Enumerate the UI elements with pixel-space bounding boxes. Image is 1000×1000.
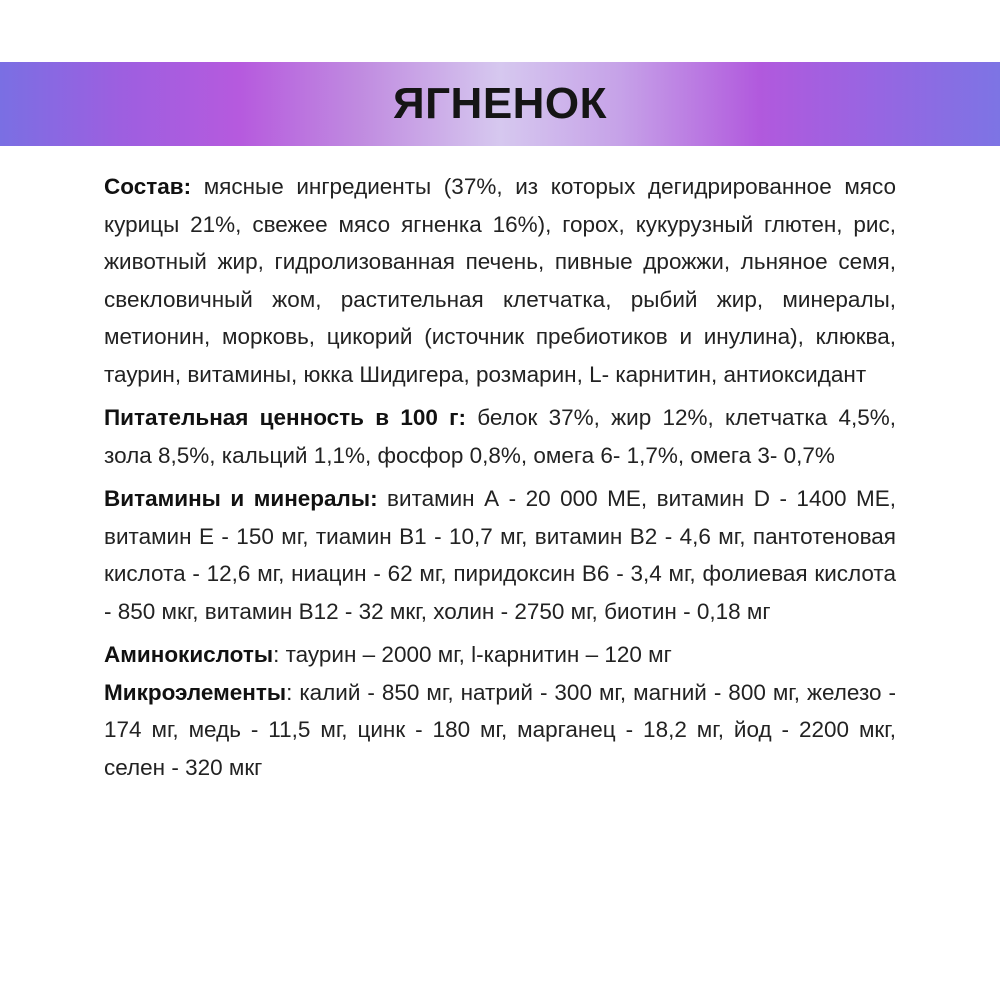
microelements-text: : калий - 850 мг, натрий - 300 мг, магний - 800 мг, железо - 174 мг, медь - 11,5 мг, цинк - 180 мг, марганец - 18,2 мг, йод - 2200 мкг, селен - 320 мкг	[104, 679, 896, 780]
amino-label: Аминокислоты	[104, 642, 274, 667]
nutrition-text: белок 37%, жир 12%, клетчатка 4,5%, зола 8,5%, кальций 1,1%, фосфор 0,8%, омега 6- 1,7%, омега 3- 0,7%	[104, 405, 896, 468]
nutrition-label: Питательная ценность в 100 г:	[104, 405, 466, 430]
vitamins-paragraph	[104, 480, 896, 630]
amino-paragraph	[104, 636, 896, 674]
microelements-paragraph	[104, 674, 896, 787]
amino-text: : таурин – 2000 мг, l-карнитин – 120 мг	[273, 642, 672, 667]
title-banner	[0, 62, 1000, 146]
composition-label: Состав:	[104, 174, 192, 199]
microelements-label: Микроэлементы	[104, 679, 287, 705]
vitamins-label: Витамины и минералы:	[104, 486, 378, 511]
vitamins-text: витамин А - 20 000 МЕ, витамин D - 1400 МЕ, витамин Е - 150 мг, тиамин В1 - 10,7 мг, витамин В2 - 4,6 мг, пантотеновая кислота - 12,6 мг, ниацин - 62 мг, пиридоксин В6 - 3,4 мг, фолиевая кислота - 850 мкг, витамин В12 - 32 мкг, холин - 2750 мг, биотин - 0,18 мг	[104, 486, 896, 624]
composition-text: мясные ингредиенты (37%, из которых дегидрированное мясо курицы 21%, свежее мясо ягненка 16%), горох, кукурузный глютен, рис, животный жир, гидролизованная печень, пивные дрожжи, льняное семя, свекловичный жом, растительная клетчатка, рыбий жир, минералы, метионин, морковь, цикорий (источник пребиотиков и инулина), клюква, таурин, витамины, юкка Шидигера, розмарин, L- карнитин, антиоксидант	[104, 174, 896, 387]
page-title: ЯГНЕНОК	[392, 79, 608, 128]
composition-paragraph	[104, 168, 896, 393]
product-description	[104, 168, 896, 792]
nutrition-paragraph	[104, 399, 896, 474]
